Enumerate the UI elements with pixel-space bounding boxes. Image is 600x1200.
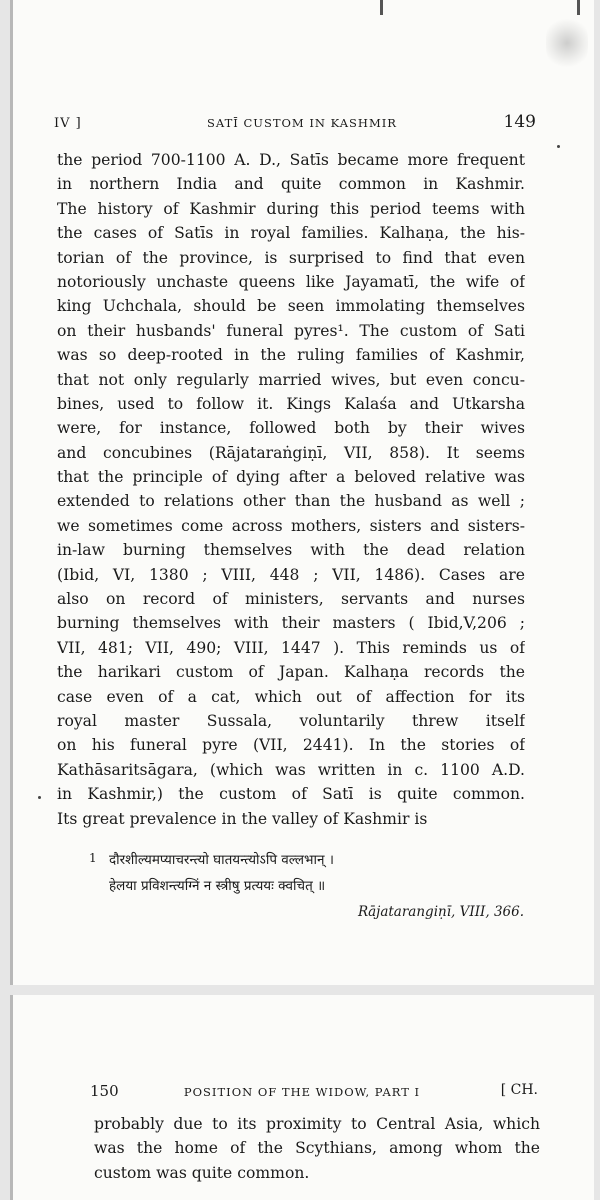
text-line: was the home of the Scythians, among whom the xyxy=(94,1139,540,1158)
text-line: in Kashmir,) the custom of Satī is quite common. xyxy=(57,785,525,804)
text-line: royal master Sussala, voluntarily threw itself xyxy=(57,711,525,730)
text-line: also on record of ministers, servants and nurses xyxy=(57,590,525,609)
text-line: was so deep-rooted in the ruling families of Kashmir, xyxy=(57,346,525,365)
footnote-marker: 1 xyxy=(89,851,97,865)
text-line: torian of the province, is surprised to find that even xyxy=(57,248,525,267)
page-number: 149 xyxy=(503,112,536,132)
text-line: custom was quite common. xyxy=(94,1163,310,1182)
scan-speck xyxy=(557,145,560,148)
text-line: that the principle of dying after a beloved relative was xyxy=(57,468,525,487)
text-line: (Ibid, VI, 1380 ; VIII, 448 ; VII, 1486). Cases are xyxy=(57,565,525,584)
running-title: SATĪ CUSTOM IN KASHMIR xyxy=(207,116,397,130)
text-line: we sometimes come across mothers, sisters and sisters- xyxy=(57,516,525,535)
scan-smudge xyxy=(546,18,588,68)
text-line: probably due to its proximity to Central Asia, which xyxy=(94,1115,540,1133)
scan-mark xyxy=(380,0,383,15)
running-header xyxy=(10,1081,594,1105)
body-text xyxy=(94,1112,540,1185)
footnote-sanskrit-line-1: दौरशील्यमप्याचरन्त्यो घातयन्त्योऽपि वल्लभान् । xyxy=(109,852,334,868)
scan-mark xyxy=(577,0,580,15)
page-149 xyxy=(10,0,594,985)
text-line: in-law burning themselves with the dead relation xyxy=(57,541,525,560)
body-text xyxy=(57,148,525,831)
text-line: that not only regularly married wives, but even concu- xyxy=(57,370,525,389)
text-line: the harikari custom of Japan. Kalhaṇa records the xyxy=(57,663,525,682)
chapter-marker: IV ] xyxy=(54,116,82,131)
chapter-marker: [ CH. xyxy=(500,1082,538,1098)
running-title: POSITION OF THE WIDOW, PART I xyxy=(183,1085,421,1099)
text-line: on their husbands' funeral pyres¹. The custom of Sati xyxy=(57,321,525,340)
page-edge-shadow xyxy=(10,0,13,985)
text-line: The history of Kashmir during this period teems with xyxy=(57,199,525,218)
text-line: Its great prevalence in the valley of Kashmir is xyxy=(57,809,428,828)
text-line: case even of a cat, which out of affection for its xyxy=(57,687,525,706)
scan-speck xyxy=(38,796,41,799)
text-line: notoriously unchaste queens like Jayamatī, the wife of xyxy=(57,272,525,291)
text-line: were, for instance, followed both by their wives xyxy=(57,419,525,438)
text-line: bines, used to follow it. Kings Kalaśa and Utkarsha xyxy=(57,394,525,413)
footnote-reference: Rājatarangiṇī, VIII, 366. xyxy=(357,904,524,920)
text-line: on his funeral pyre (VII, 2441). In the stories of xyxy=(57,736,525,755)
text-line: the period 700-1100 A. D., Satīs became more frequent xyxy=(57,151,525,169)
text-line: king Uchchala, should be seen immolating themselves xyxy=(57,297,525,316)
text-line: Kathāsaritsāgara, (which was written in c. 1100 A.D. xyxy=(57,760,525,779)
running-header xyxy=(10,112,594,136)
text-line: in northern India and quite common in Kashmir. xyxy=(57,175,525,194)
page-150 xyxy=(10,995,594,1200)
text-line: the cases of Satīs in royal families. Kalhaṇa, the his- xyxy=(57,224,525,243)
text-line: burning themselves with their masters ( Ibid,V,206 ; xyxy=(57,614,525,633)
text-line: VII, 481; VII, 490; VIII, 1447 ). This reminds us of xyxy=(57,638,525,657)
text-line: and concubines (Rājataraṅgiṇī, VII, 858). It seems xyxy=(57,443,525,462)
text-line: extended to relations other than the husband as well ; xyxy=(57,492,525,511)
footnote-sanskrit-line-2: हेलया प्रविशन्त्यग्निं न स्त्रीषु प्रत्ययः क्वचित् ॥ xyxy=(109,878,326,894)
page-number: 150 xyxy=(90,1082,119,1100)
